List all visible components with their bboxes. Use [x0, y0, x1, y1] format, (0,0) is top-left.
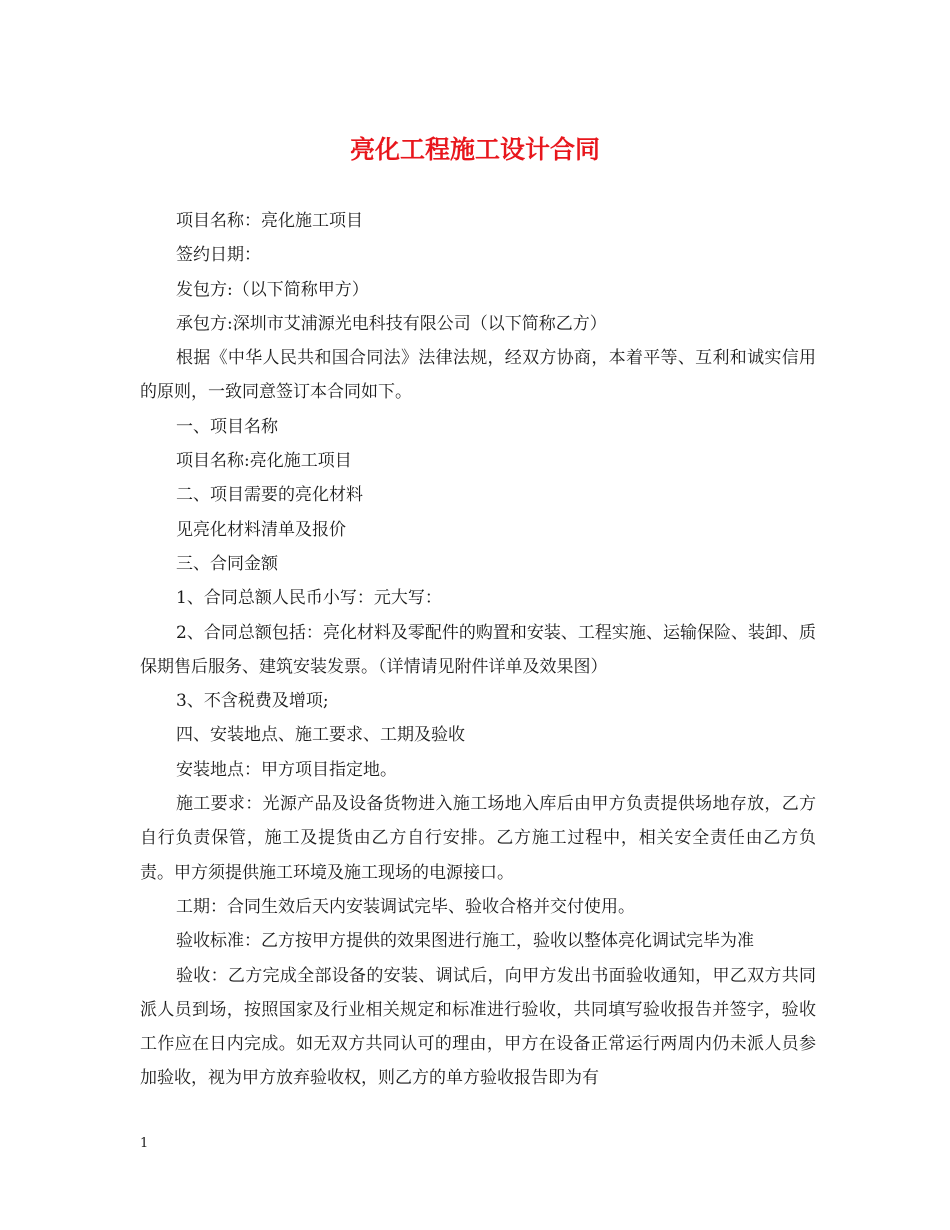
paragraph-requirements: 施工要求：光源产品及设备货物进入施工场地入库后由甲方负责提供场地存放，乙方自行负责保管，施工及提货由乙方自行安排。乙方施工过程中，相关安全责任由乙方负责。甲方须提供施工环境及施工现场的电源接口。: [140, 794, 816, 883]
paragraph-amount-2: 2、合同总额包括：亮化材料及零配件的购置和安装、工程实施、运输保险、装卸、质保期售后服务、建筑安装发票。（详情请见附件详单及效果图）: [140, 622, 816, 677]
paragraph-location: 安装地点：甲方项目指定地。: [176, 759, 397, 780]
paragraph-preamble: 根据《中华人民共和国合同法》法律法规，经双方协商，本着平等、互利和诚实信用的原则，一致同意签订本合同如下。: [140, 348, 816, 403]
paragraph-materials: 见亮化材料清单及报价: [176, 519, 346, 540]
paragraph-amount-1: 1、合同总额人民币小写：元大写：: [176, 588, 442, 609]
section-heading-2: 二、项目需要的亮化材料: [176, 485, 363, 506]
paragraph-project-name: 项目名称：亮化施工项目: [176, 211, 363, 231]
paragraph-party-a: 发包方:（以下简称甲方）: [176, 279, 369, 300]
page-number: 1: [140, 1136, 149, 1151]
paragraph-party-b: 承包方:深圳市艾浦源光电科技有限公司（以下简称乙方）: [176, 313, 607, 334]
paragraph-sign-date: 签约日期：: [176, 245, 261, 266]
paragraph-acceptance: 验收：乙方完成全部设备的安装、调试后，向甲方发出书面验收通知，甲乙双方共同派人员到场，按照国家及行业相关规定和标准进行验收，共同填写验收报告并签字，验收工作应在日内完成。如无双方共同认可的理由，甲方在设备正常运行两周内仍未派人员参加验收，视为甲方放弃验收权，则乙方的单方验收报告即为有: [140, 965, 816, 1089]
section-heading-3: 三、合同金额: [176, 553, 278, 574]
document-body: [140, 204, 816, 1096]
paragraph-schedule: 工期：合同生效后天内安装调试完毕、验收合格并交付使用。: [176, 896, 635, 917]
document-title: 亮化工程施工设计合同: [349, 135, 600, 164]
paragraph-item-name: 项目名称:亮化施工项目: [176, 451, 352, 472]
section-heading-4: 四、安装地点、施工要求、工期及验收: [176, 725, 465, 746]
section-heading-1: 一、项目名称: [176, 416, 278, 437]
paragraph-amount-3: 3、不含税费及增项;: [176, 691, 329, 712]
paragraph-acceptance-standard: 验收标准：乙方按甲方提供的效果图进行施工，验收以整体亮化调试完毕为准: [176, 931, 754, 952]
